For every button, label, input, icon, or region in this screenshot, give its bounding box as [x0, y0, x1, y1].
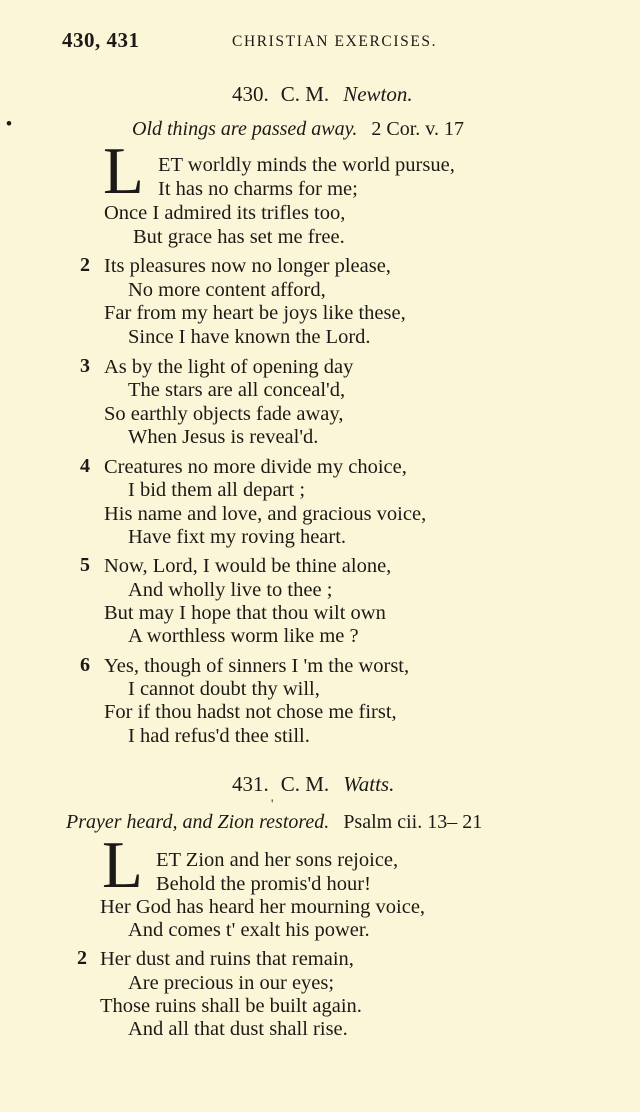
- verse-line: But may I hope that thou wilt own: [104, 602, 386, 624]
- verse-line: Once I admired its trifles too,: [104, 202, 346, 224]
- verse-line: Have fixt my roving heart.: [128, 526, 347, 548]
- stanza-number: 4: [80, 455, 90, 477]
- verse-line: And wholly live to thee ;: [128, 579, 333, 601]
- stanza-number: 6: [80, 654, 90, 676]
- stanza-number: 2: [80, 254, 90, 276]
- verse-line: ET worldly minds the world pursue,: [158, 154, 455, 176]
- hymn-tune: Watts.: [343, 772, 395, 796]
- printers-mark: ': [271, 796, 274, 811]
- hymn-meter: C. M.: [280, 772, 330, 796]
- hymn-430-heading: [232, 82, 413, 107]
- hymn-tune: Newton.: [343, 82, 413, 106]
- scripture-reference: 2 Cor. v. 17: [371, 118, 464, 140]
- verse-line: Far from my heart be joys like these,: [104, 302, 406, 324]
- verse-line: For if thou hadst not chose me first,: [104, 701, 397, 723]
- verse-line: Since I have known the Lord.: [128, 326, 371, 348]
- verse-line: So earthly objects fade away,: [104, 403, 344, 425]
- verse-line: It has no charms for me;: [158, 178, 358, 200]
- stanza-number: 3: [80, 355, 90, 377]
- hymn-430-subject: [132, 118, 464, 141]
- verse-line: I had refus'd thee still.: [128, 725, 310, 747]
- verse-line: Behold the promis'd hour!: [156, 873, 371, 895]
- verse-line: Yes, though of sinners I 'm the worst,: [104, 655, 410, 677]
- subject-text: Old things are passed away.: [132, 118, 358, 140]
- verse-line: Her God has heard her mourning voice,: [100, 896, 426, 918]
- verse-line: Its pleasures now no longer please,: [104, 255, 391, 277]
- verse-line: Those ruins shall be built again.: [100, 995, 362, 1017]
- stanza-number: 2: [77, 947, 87, 969]
- verse-line: I cannot doubt thy will,: [128, 678, 320, 700]
- verse-line: Are precious in our eyes;: [128, 972, 335, 994]
- drop-cap: L: [103, 134, 144, 208]
- verse-line: When Jesus is reveal'd.: [128, 426, 319, 448]
- hymn-431-heading: [232, 772, 394, 797]
- verse-line: Creatures no more divide my choice,: [104, 456, 407, 478]
- scripture-reference: Psalm cii. 13– 21: [343, 811, 483, 833]
- verse-line: Her dust and ruins that remain,: [100, 948, 354, 970]
- running-title: CHRISTIAN EXERCISES.: [232, 33, 438, 50]
- hymn-number: 431.: [232, 772, 269, 796]
- verse-line: The stars are all conceal'd,: [128, 379, 346, 401]
- verse-line: Now, Lord, I would be thine alone,: [104, 555, 392, 577]
- margin-mark: •: [6, 114, 12, 133]
- hymn-meter: C. M.: [280, 82, 330, 106]
- verse-line: And all that dust shall rise.: [128, 1018, 348, 1040]
- hymn-number: 430.: [232, 82, 269, 106]
- verse-line: His name and love, and gracious voice,: [104, 503, 427, 525]
- verse-line: ET Zion and her sons rejoice,: [156, 849, 399, 871]
- verse-line: No more content afford,: [128, 279, 326, 301]
- page-numbers: 430, 431: [62, 28, 140, 52]
- verse-line: But grace has set me free.: [133, 226, 345, 248]
- verse-line: I bid them all depart ;: [128, 479, 306, 501]
- subject-text: Prayer heard, and Zion restored.: [66, 811, 330, 833]
- stanza-number: 5: [80, 554, 90, 576]
- verse-line: A worthless worm like me ?: [128, 625, 359, 647]
- verse-line: And comes t' exalt his power.: [128, 919, 370, 941]
- verse-line: As by the light of opening day: [104, 356, 354, 378]
- drop-cap: L: [102, 828, 143, 902]
